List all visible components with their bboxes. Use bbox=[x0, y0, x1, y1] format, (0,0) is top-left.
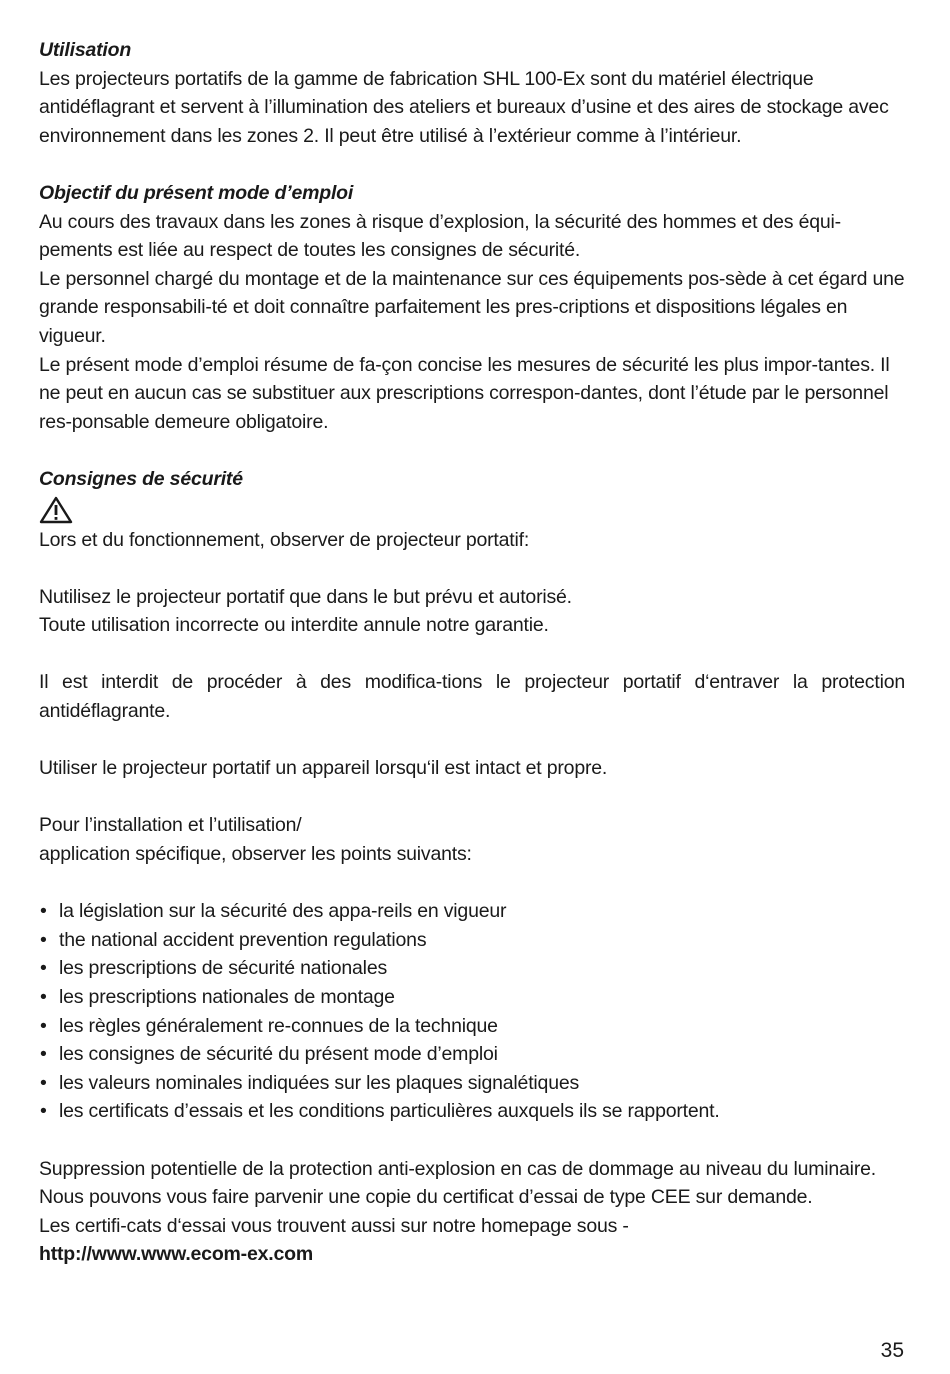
consignes-paragraph-3: Utiliser le projecteur portatif un appareil lorsqu‘il est intact et propre. bbox=[39, 757, 608, 780]
list-item: • les règles généralement re-connues de la technique bbox=[39, 1012, 905, 1041]
list-item: • les consignes de sécurité du présent mode d’emploi bbox=[39, 1040, 905, 1069]
spacer bbox=[39, 726, 905, 755]
consignes-paragraph-5: Suppression potentielle de la protection anti-explosion en cas de dommage au niveau du luminaire. bbox=[39, 1157, 876, 1180]
spacer bbox=[39, 1126, 905, 1155]
list-item: • les valeurs nominales indiquées sur les plaques signalétiques bbox=[39, 1069, 905, 1098]
spacer bbox=[39, 436, 905, 465]
spacer bbox=[39, 554, 905, 583]
consignes-paragraph-2: Il est interdit de procéder à des modifica-tions le projecteur portatif d‘entraver la protection antidéflagrante. bbox=[39, 671, 905, 723]
list-item: • la législation sur la sécurité des appa-reils en vigueur bbox=[39, 897, 905, 926]
document-page bbox=[39, 36, 905, 1269]
list-item: • les prescriptions de sécurité nationales bbox=[39, 954, 905, 983]
list-item: • les certificats d’essais et les conditions particulières auxquels ils se rapportent. bbox=[39, 1097, 905, 1126]
consignes-paragraph-4a: Pour l’installation et l’utilisation/ bbox=[39, 814, 302, 837]
heading-utilisation: Utilisation bbox=[39, 39, 132, 61]
objectif-paragraph-2: Le personnel chargé du montage et de la maintenance sur ces équipements pos-sède à cet égard une grande responsabili-té et doit connaître parfaitement les pres-criptions et dispositions légales en vigueur. bbox=[39, 267, 905, 347]
spacer bbox=[39, 783, 905, 812]
consignes-paragraph-1b: Toute utilisation incorrecte ou interdite annule notre garantie. bbox=[39, 614, 549, 637]
consignes-paragraph-1a: Nutilisez le projecteur portatif que dans le but prévu et autorisé. bbox=[39, 585, 572, 608]
heading-consignes: Consignes de sécurité bbox=[39, 467, 243, 490]
list-item: • les prescriptions nationales de montage bbox=[39, 983, 905, 1012]
consignes-intro: Lors et du fonctionnement, observer de projecteur portatif: bbox=[39, 528, 530, 551]
utilisation-paragraph: Les projecteurs portatifs de la gamme de fabrication SHL 100-Ex sont du matériel électrique antidéflagrant et servent à l’illumination des ateliers et bureaux d’usine et des aires de stockage avec environnement dans les zones 2. Il peut être utilisé à l’extérieur comme à l’intérieur. bbox=[39, 67, 889, 147]
consignes-paragraph-6: Nous pouvons vous faire parvenir une copie du certificat d’essai de type CEE sur demande. bbox=[39, 1186, 813, 1209]
heading-objectif: Objectif du présent mode d’emploi bbox=[39, 181, 354, 204]
objectif-paragraph-1: Au cours des travaux dans les zones à risque d’explosion, la sécurité des hommes et des équi-pements est liée au respect de toutes les consignes de sécurité. bbox=[39, 210, 841, 262]
requirements-list bbox=[39, 897, 905, 1126]
warning-triangle-icon bbox=[39, 496, 905, 526]
page-number: 35 bbox=[880, 1339, 904, 1362]
consignes-paragraph-4b: application spécifique, observer les points suivants: bbox=[39, 843, 472, 866]
objectif-paragraph-3: Le présent mode d’emploi résume de fa-çon concise les mesures de sécurité les plus impor-tantes. Il ne peut en aucun cas se substituer aux prescriptions correspon-dantes, dont l’étude par le personnel res-ponsable demeure obligatoire. bbox=[39, 353, 890, 433]
homepage-link[interactable]: http://www.www.ecom-ex.com bbox=[39, 1243, 313, 1266]
list-item: • the national accident prevention regulations bbox=[39, 926, 905, 955]
spacer bbox=[39, 150, 905, 179]
consignes-paragraph-7: Les certifi-cats d‘essai vous trouvent aussi sur notre homepage sous - bbox=[39, 1214, 629, 1237]
spacer bbox=[39, 869, 905, 898]
spacer bbox=[39, 640, 905, 669]
